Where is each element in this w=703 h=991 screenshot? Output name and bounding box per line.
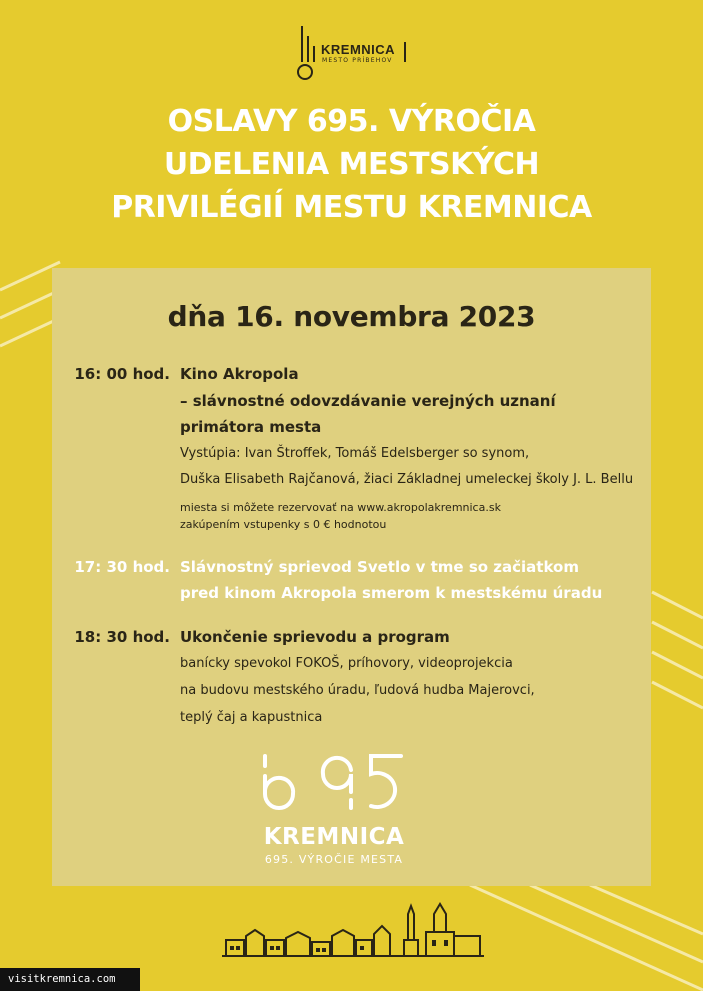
program-detail-3a: banícky spevokol FOKOŠ, príhovory, videoprojekcia — [180, 656, 513, 671]
headline-line-3: PRIVILÉGIÍ MESTU KREMNICA — [111, 190, 592, 225]
logo-name: KREMNICA — [321, 42, 396, 57]
program-panel — [52, 268, 651, 886]
program-note-1b: zakúpením vstupenky s 0 € hodnotou — [180, 518, 387, 531]
anniversary-subtitle: 695. VÝROČIE MESTA — [264, 853, 404, 866]
program-title-2b: pred kinom Akropola smerom k mestskému úradu — [180, 584, 603, 602]
program-title-1: Kino Akropola — [180, 365, 299, 383]
program-time-3: 18: 30 hod. — [74, 628, 170, 646]
program-detail-3b: na budovu mestského úradu, ľudová hudba Majerovci, — [180, 683, 535, 698]
headline — [0, 100, 703, 229]
program-note-1a: miesta si môžete rezervovať na www.akropolakremnica.sk — [180, 501, 501, 514]
town-skyline-icon — [222, 900, 484, 960]
program-detail-1b: Duška Elisabeth Rajčanová, žiaci Základnej umeleckej školy J. L. Bellu — [180, 472, 634, 487]
program-title-2a: Slávnostný sprievod Svetlo v tme so začiatkom — [180, 558, 579, 576]
logo-subtitle: MESTO PRÍBEHOV — [322, 57, 393, 64]
program-subtitle-1b: primátora mesta — [180, 418, 322, 436]
anniversary-number-graphic — [259, 752, 409, 812]
anniversary-name: KREMNICA — [263, 824, 405, 850]
program-title-3: Ukončenie sprievodu a program — [180, 628, 450, 646]
program-time-2: 17: 30 hod. — [74, 558, 170, 576]
footer-url: visitkremnica.com — [0, 968, 140, 991]
headline-line-2: UDELENIA MESTSKÝCH — [163, 147, 540, 182]
program-time-1: 16: 00 hod. — [74, 365, 170, 383]
program-detail-3c: teplý čaj a kapustnica — [180, 710, 323, 725]
event-date: dňa 16. novembra 2023 — [167, 300, 536, 333]
headline-line-1: OSLAVY 695. VÝROČIA — [167, 104, 536, 139]
program-detail-1a: Vystúpia: Ivan Štroffek, Tomáš Edelsberger so synom, — [180, 446, 530, 461]
program-subtitle-1a: – slávnostné odovzdávanie verejných uznaní — [180, 392, 556, 410]
